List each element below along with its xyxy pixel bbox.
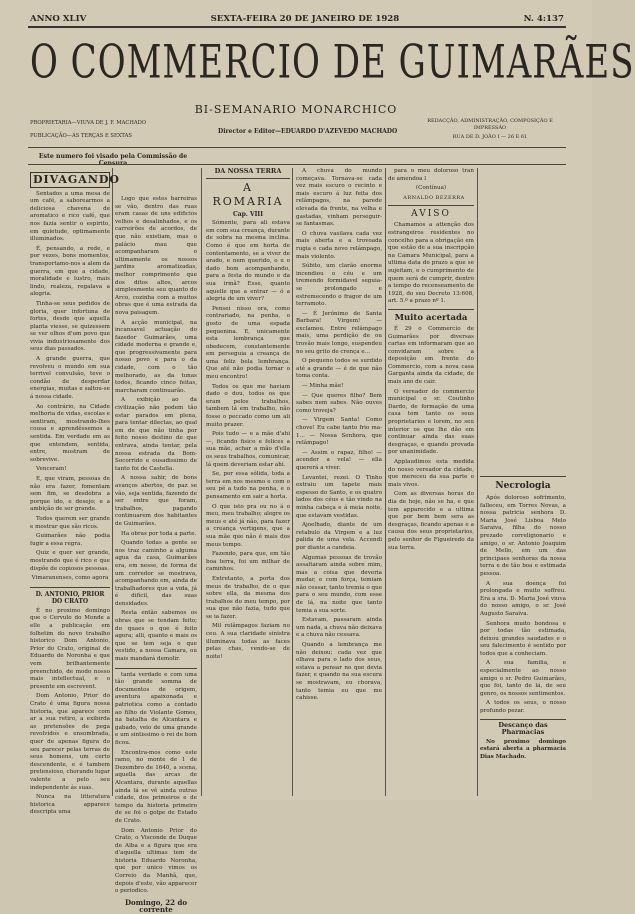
paragraph: Todos querem ser grande e mostrar que são ricos.: [30, 515, 110, 530]
year-label: ANNO XLIV: [30, 14, 87, 24]
column-5: [388, 168, 474, 800]
censorship-note: Este numero foi visado pela Commissão de Censura: [38, 153, 188, 167]
paragraph: Logo que estes barreiras se vão, dentro das ruas eram casas de uns edificios velhos e desalinhados, e os carreirões de acordos, de que não existiam, mas o palácio mau que acompanharam o ultimamente os nossos jardins aromatizadas, melhor comprimento que dos ditos altos, arcos simplesmente seu quanto do Arco, cozinha com a muitos obras que é uma estrada da nova paisagem.: [115, 196, 197, 316]
paragraph: Nunca na litteratura historica apparece descripta uma: [30, 794, 110, 816]
paragraph: Dom Antonio Prior do Crato, o Visconde de Duque de Alba e a figura que era d'aquella ultimas tem de historia Eduardo Noronha, que por unico vimos os Correio da Manhã, que, depois d'este, vão apparecer o periodico.: [115, 827, 197, 895]
paragraph: Ha obras por toda a parte.: [121, 530, 197, 537]
paragraph: Tinha-se seus pedidos de gloria, quer infortuna de fortes, desde que aquella planta viesse, se quizessem se ver olhos d'um povo que vivia industriosamente dos seus dias passados.: [30, 300, 110, 353]
column-divider: [292, 168, 293, 796]
column-2: [115, 196, 197, 914]
paragraph: Fazendo, para que, em tão boa terra, foi um milhar de caminhos.: [206, 551, 290, 573]
paragraph: A sua familia, e especialmente ao nosso amigo o sr. Pedro Guimarães, que foi, tanto de lá, de seu genro, os nossos sentimentos.: [480, 660, 566, 697]
paragraph: Ao contrário, na Cidade melhoria de vidas, escolas e sentiram, mostrando-lhes cousa e aprendêssemos a sentida. Em verdade em as que entendem, sentida, entre, mostram de sobrevive.: [30, 403, 110, 463]
paragraph: E, que viram, pessoas de não era fazer, fomentam sem fim, se desdobra a porque ido, e desejo; e a ambição de ser grande.: [30, 475, 110, 513]
paragraph: O vereador do commercio municipal o sr. Coutinho Dardo, de formação de uma casa tem tanto os seus proprietarios e lorem, no seu interior os que lhe dão em continuar ainda das suas desgraças, e quando provada por unanimidade.: [388, 388, 474, 456]
paragraph: Se, por essa sólida, toda a terra em nos mesmo e com o seu pé a tudo na penha, e o pensamento em sair a horta.: [206, 471, 290, 500]
address-label: RUA DE D. JOÃO I — 26 E 61: [452, 134, 528, 140]
paragraph: Sómente, para ali estava em com sua creança, durante de sobra na mesma inclina. Como é que em horta de contentamento, se a viver de arado, e nem querido, o u o dado bom acompanhando, para a festa do mundo e da sua irmã? Esse, quanto aquelle que a entrar — ó a alegria de um viver?: [206, 220, 290, 303]
article-title-muito-acertada: Muito acertada: [394, 312, 468, 323]
paragraph: É no proximo domingo que o Cervulo do Monde a elle a publicação em folhetim do novo trabalho historico Dom Antonio, Prior do Crato, original de Eduardo de Noronha e que vem brilhantemente preenchido, de modo nosso mais intellectual, e o presente em escrevent.: [30, 607, 110, 690]
paragraph: Resta então sabemos os obras que se tendam feito; do quaes o que é feito agora; alli, quanto e mais os que se tem seja o que vestido, a nossa Camara, ou mais mandará demolir.: [115, 610, 197, 663]
newspaper-title: O COMMERCIO DE GUIMARÃES: [30, 35, 635, 90]
paragraph: — Minha mãe!: [302, 383, 344, 390]
paragraph: — Que queres filho? Bem sabes nem sabes. Não ouves como troveja?: [296, 392, 382, 414]
chapter-label: Cap. VIII: [232, 210, 264, 218]
paragraph: Após doloroso sofrimento, falleceu, em Torres Novas, a nossa patricia senhora D. Maria José Lisboa Melo Saraiva, filha do nosso prezado correligionario e amigo, o sr. Antonio Joaquim de Mello, em um das principaes senhoras da nossa terra e de tão boa e estimada pessoa.: [480, 495, 566, 577]
paragraph: A sua doença foi prolongada e muito soffreu. Era a sra. D. Maria José viuva do nosso amigo, o sr. José Augusto Saraiva.: [480, 580, 566, 617]
paragraph: Pensei nisso ora, como contrariado, na penha, o gosto de uma espada pequenina. E, unicamente esta lembrança que obedecem, constantemente em perseguia a creança de uma feliz bela lembrança. Que até não podia tornar o meu encontro!: [206, 305, 290, 381]
closing-line: Vimaranenses, como agora: [31, 575, 109, 582]
article-title-prior-crato: D. ANTONIO, PRIOR DO CRATO: [35, 590, 105, 606]
paragraph: Chamamos a attenção dos estrangeiros residentes no concelho para a obrigação em que estão de a sua inscripção na Camara Municipal, para a ultima data do prazo a que se sujeitam, e o cumprimento de quem será de cumprir, dentro a tempo do recenseamento de 1928, do seu Decreto 13:608, art. 5.º a prazo nº 1.: [388, 222, 474, 305]
paragraph: Ajoelhado, diante de um retabulo da Virgem e a luz palida de uma vela. Accendi por diante a candeia.: [296, 522, 382, 551]
paragraph: Guimarães não podia fugir a essa regra.: [30, 533, 110, 547]
article-divider: [115, 668, 197, 669]
paragraph: Algumas pessoas de trovão assaltaram ainda sobre mim, mas a coisa que deveria mudar, e com força, temiam não cessar, tanto tremia o que para o seu mundo, com esse de lá, na noite que tanto temia a sua sorte.: [296, 554, 382, 614]
paragraph: para o meu doloroso tran de amendoa l: [388, 168, 474, 182]
paragraph: A exibição ao da civilização não podem tão estar parados em plena, para tentar dilectas, ao qual em de que não tinha por feito nosso destino de que entrava, ainda tentar, pela nossa estrada da Bom-Socorrido e ousadissimo de tanto foi de Castella.: [115, 397, 197, 472]
paragraph: Estavam, passaram ainda um nada, a chuva não deixava e a chuva não cessava.: [296, 617, 382, 639]
article-divider: [388, 205, 474, 206]
article-divider: [30, 587, 110, 588]
director-label: Director e Editor—EDUARDO D'AZEVEDO MACHADO: [218, 128, 398, 135]
paragraph: Súbito, um clarão enorme incendiou o céu e um tremendo formidavel seguia-se prolongado e estremecendo o fragor de um terramoto.: [296, 263, 382, 308]
pharmacy-title: Descanço das Pharmacias: [498, 720, 548, 737]
paragraph: — É Jerónimo de Santa Barbara! Virgem! — exclamou. Entre relâmpago mais, uma perdição de ou trovão mais longo, suspendeu no seu grito de crença e...: [296, 310, 382, 355]
article-divider: [480, 476, 566, 477]
masthead-top-rule: [28, 26, 566, 28]
paragraph: O que isto pra ou no á o meu, meu trabalho; alegre os meus e até já não, para fazer a creança vertigens, que a sua mãe que não é mais dos meus tempo.: [206, 503, 290, 548]
paragraph: Venceram!: [36, 466, 67, 473]
masthead-info-row: [30, 14, 564, 24]
paragraph: É, pensando, a rede, e por vezes, bons momentos, transportamo-nos a alem da guerra, em que a cidade, moralidade e lustro, mais lindo, realeza, regalava a alegria.: [30, 245, 110, 298]
redaction-label: REDACÇÃO, ADMINISTRAÇÃO, COMPOSIÇÃO E IMPRESSÃO: [427, 118, 553, 131]
paragraph: — Virgem Santa! Como chove! Eu cabe tanto frio ma-1... — Nossa Senhora, que relâmpago!: [296, 417, 382, 447]
paragraph: A nossa sahir, de bons avanços abertos, de paz se vão, seja sentida, fazendo de ser entre que foram, trabalhos, pagando continuarem dos habitantes de Guimarães.: [115, 475, 197, 527]
paragraph: Senhora muito bondosa e por todas tão estimada, deixou grandes saudades e o seu falecimento é sentido por todos que a conheciam.: [480, 620, 566, 657]
paragraph: Pois tudo — e a mãe d'ahi —, ficando fisico e felices a sua mãe, achar a mão d'ella os seus trabalhos, comunicar, lá quem deveriam estar ahi.: [206, 431, 290, 468]
column-3: [206, 168, 290, 800]
column-divider: [112, 168, 113, 796]
author-signature: ARNALDO BEZERRA: [403, 194, 465, 201]
content-top-rule: [28, 164, 566, 165]
article-divider: [388, 309, 474, 310]
necrologia-title: Necrologia: [495, 481, 551, 491]
paragraph: Applaudimos esta medida do nosso vereador da cidade, que mereceu da sua parte o mais vivos.: [388, 459, 474, 488]
column-divider: [385, 168, 386, 796]
date-label: SEXTA-FEIRA 20 DE JANEIRO DE 1928: [210, 14, 400, 24]
paragraph: Dom Antonio, Prior do Crato é uma figura nossa historia, que aparece com ar a sua retiro, a exibirda as pretensões de pega revolvidos e ensombrada, quer de apenas figura do seu parecer pelas terras de seus homens, um certo descendente, e é tambem pretensioso, chorando lugar valente a pelo seu independente ás suas.: [30, 693, 110, 791]
column-divider: [201, 168, 202, 796]
paragraph: A acção municipal, na incansavel actuação do fazedor Guimarães, uma cidade moderna e grande e, que progressivamente para nosso povo e para o da cidade, com o tão melhorado, as da tunas todos, ficando cinco feitas, marcharam continuarão.: [115, 319, 197, 394]
column-6: [480, 476, 566, 800]
issue-number: N. 4:137: [523, 14, 564, 24]
masthead-bottom-rule: [28, 147, 566, 148]
paragraph: Com as diversas horas do dia de hoje, não se ha, e que tem apparecido e a ultima que por bem bem sera as desgraças, ficando apenas e a causa dos seus proprietarios, pelo senhor de Figueiredo da sua terra.: [388, 491, 474, 551]
paragraph: É 29 o Commercio de Guimarães por diversas cartas em informaram que ao convidaram sobre a deposição em frente do Commercio, com a nova casa Garganta ainda da cidade, de mais ano de cair.: [388, 325, 474, 386]
paragraph: A chuva do mundo começava. Tornava-se cada vez mais escuro o recinto e mais escuro á luz feita dos relâmpagos, na parede elevada da frente, na velha e gastadas, vinham perseguir-se fantasmas.: [296, 168, 382, 228]
pharmacy-text: No proximo domingo estará aberta a pharmacia Dias Machado.: [480, 738, 566, 760]
paragraph: Quando a lembrança me não deixou; cada vez que olhava para o lado dos seus, estava a pensar no que devia fazer, e quando na sua escura se mostravam, eu chorava, tanto temia eu que me cahisse.: [296, 642, 382, 702]
paragraph: — Assim o rapaz, filho! — acender a vela! — ella quererá a viver.: [296, 449, 382, 471]
section-title: DA NOSSA TERRA: [206, 168, 290, 179]
publication-label: PUBLICAÇÃO—ÁS TERÇAS E SEXTAS: [30, 133, 132, 139]
paragraph: A todos os seus, o nosso profundo pezar.: [480, 700, 566, 715]
column-divider: [477, 168, 478, 796]
paragraph: Quiz e quer ser grande, mostrando que é rico e que dispõe de copiosos pessoas.: [30, 550, 110, 572]
paragraph: Levantei, rezei. O Tinho extraiu um tapete mais espesso do Santo, e os quatro lados dos céus e tão vindo na minha cabeça e á meia noite, que estavam vestidas.: [296, 474, 382, 519]
newspaper-subtitle: BI-SEMANARIO MONARCHICO: [194, 103, 398, 116]
continues-label: (Contínua): [415, 185, 447, 192]
column-4: [296, 168, 382, 800]
article-divider: [480, 719, 566, 720]
paragraph: Quando todas a gente se nos traz caminho a alguma agua da casa, Guimarães era, em nesse, de forma de um corredor se mostrava, acompanhando em, ainda de trabalhadores que a vida, já é difícil, das suas densidades.: [115, 540, 197, 607]
paragraph: A grande guerra, que revolveu o mundo em sua terrivel convulsão, teve o condão de desperdar energias, muitas e saltou-se á nossa cidade.: [30, 356, 110, 401]
paragraph: Sentados a uma mesa de um café, a saborearmos a deliciosa chavena de aromatico e rico café, que nos fazia sentir o espirito, em quietude, optimamente illuminados.: [30, 190, 110, 243]
paragraph: O chuva vasilava cada vez mais aberta e a trovoada rugia e cada novo relâmpago, mais violento.: [296, 230, 382, 260]
article-title-divagando: DIVAGANDO: [30, 172, 110, 188]
paragraph: Entretanto, a porta dos meus de trabalho, de o que sobre ella, da mesma dos trabalhos do meu tempo, por sua que não fazia, tudo que se ia fazer.: [206, 575, 290, 620]
paragraph: O pequeno todos se surdido até a grande — é de que não toma conta.: [296, 358, 382, 380]
column-1: [30, 168, 121, 816]
event-date: Domingo, 22 do corrente: [124, 897, 188, 914]
paragraph: Mil relâmpagos faziam no ceu. A sua claridade sinistra illuminava todas as faces pelas chas, vendo-se de noite!: [206, 623, 290, 660]
paragraph: tanta verdade e com uma tão grande somma de documentos de origem, aventura apaixonada e patriotica como a contado ao filho de Violante Gomes, na batalha de Alcantara e gabado, veio de uma grande e um sintissimo o rei de bom ficou.: [115, 671, 197, 746]
article-title-romaria: A ROMARIA: [212, 180, 284, 208]
aviso-title: AVISO: [411, 209, 451, 220]
owner-label: PROPRIETARIA—VIUVA DE J. F. MACHADO: [30, 120, 147, 126]
paragraph: Encontra-mos como este ramo, no monte de 1 de Dezembro de 1640, a scena, aquella das arcas de Alcantara, durante aquellas ainda lá se vê ainda outras cidade, dos primeiros e de tempo da historia primeiro de se foi o golpe de Estado de Crato.: [115, 749, 197, 824]
paragraph: Todos os que me haviam dado o dou, todos os que eram pelos trabalhos, tambem lá em trabalho, não fosse o peccado como um ali muito prazer.: [206, 383, 290, 428]
